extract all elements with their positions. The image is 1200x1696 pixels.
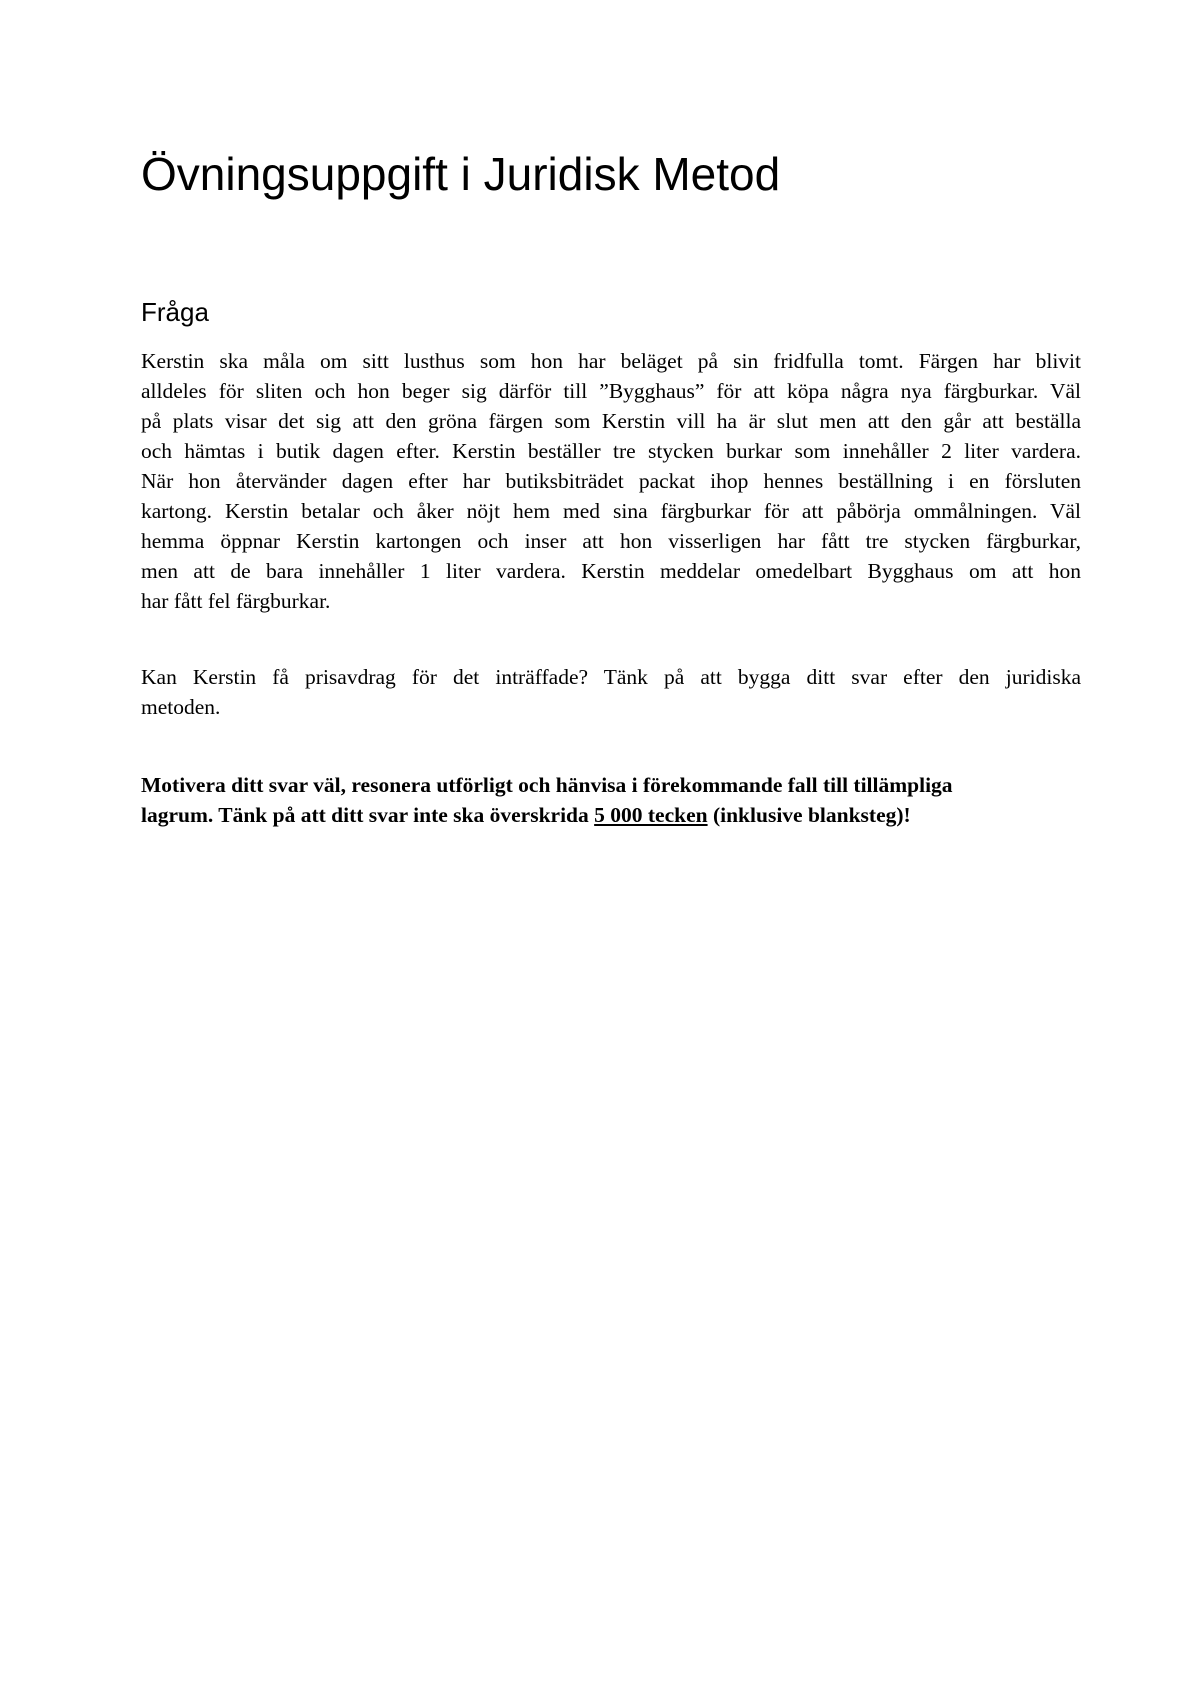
paragraph-line: har fått fel färgburkar. <box>141 589 331 613</box>
character-limit: 5 000 tecken <box>594 803 708 827</box>
section-heading: Fråga <box>141 297 209 327</box>
paragraph-line: Kan Kerstin få prisavdrag för det inträffade? Tänk på att bygga ditt svar efter den juridiska <box>141 665 1081 689</box>
document-title: Övningsuppgift i Juridisk Metod <box>141 148 781 200</box>
paragraph-line: och hämtas i butik dagen efter. Kerstin beställer tre stycken burkar som innehåller 2 liter vardera. <box>141 439 1081 463</box>
paragraph-line: Kerstin ska måla om sitt lusthus som hon har beläget på sin fridfulla tomt. Färgen har blivit <box>141 349 1081 373</box>
instruction-text: lagrum. Tänk på att ditt svar inte ska överskrida <box>141 803 595 827</box>
paragraph-line: hemma öppnar Kerstin kartongen och inser att hon visserligen har fått tre stycken färgburkar, <box>141 529 1081 553</box>
instruction-text: (inklusive blanksteg)! <box>707 803 911 827</box>
paragraph-line: alldeles för sliten och hon beger sig därför till ”Bygghaus” för att köpa några nya färgburkar. Väl <box>141 379 1081 403</box>
paragraph-line: metoden. <box>141 695 221 719</box>
paragraph-line: men att de bara innehåller 1 liter vardera. Kerstin meddelar omedelbart Bygghaus om att hon <box>141 559 1081 583</box>
instruction-paragraph <box>141 770 1081 830</box>
instruction-line: Motivera ditt svar väl, resonera utförligt och hänvisa i förekommande fall till tillämpliga <box>141 773 953 797</box>
paragraph-line: När hon återvänder dagen efter har butiksbiträdet packat ihop hennes beställning i en försluten <box>141 469 1081 493</box>
instruction-line <box>141 800 1081 830</box>
paragraph-line: på plats visar det sig att den gröna färgen som Kerstin vill ha är slut men att den går att beställa <box>141 409 1081 433</box>
question-paragraph <box>141 346 1081 616</box>
paragraph-line: kartong. Kerstin betalar och åker nöjt hem med sina färgburkar för att påbörja ommålningen. Väl <box>141 499 1081 523</box>
followup-paragraph <box>141 662 1081 722</box>
